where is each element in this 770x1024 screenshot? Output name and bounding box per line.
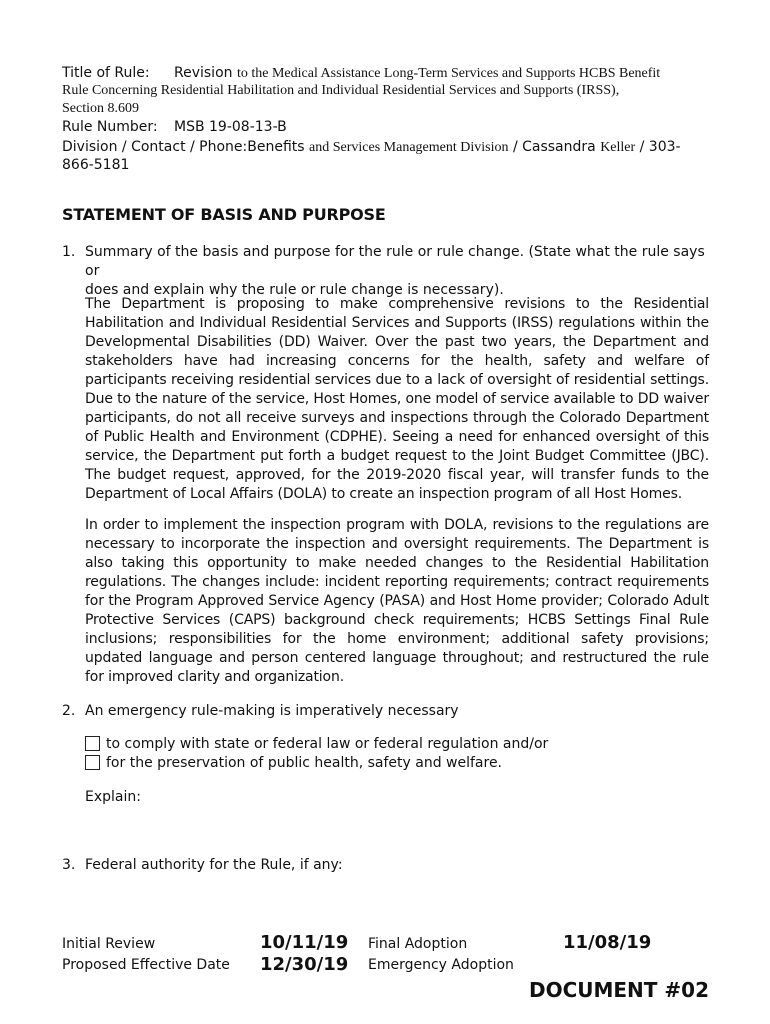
item-2-number: 2.	[62, 703, 76, 719]
item-1-number: 1.	[62, 244, 76, 260]
proposed-effective-date: 12/30/19	[260, 954, 349, 975]
rule-number-value: MSB 19-08-13-B	[174, 119, 287, 135]
item-2	[62, 702, 710, 721]
paragraph-1: The Department is proposing to make comprehensive revisions to the Residential Habilitation and Individual Residential Services and Supports (IRSS) regulations within the Developmental Disabilities (DD) Waiver. Over the past two years, the Department and stakeholders have had increasing concerns for the health, safety and welfare of participants receiving residential services due to a lack of oversight of residential settings. Due to the nature of the service, Host Homes, one model of service available to DD waiver participants, do not all receive surveys and inspections through the Colorado Department of Public Health and Environment (CDPHE). Seeing a need for enhanced oversight of this service, the Department put forth a budget request to the Joint Budget Committee (JBC). The budget request, approved, for the 2019-2020 fiscal year, will transfer funds to the Department of Local Affairs (DOLA) to create an inspection program of all Host Homes.	[85, 296, 709, 502]
contact-first-name: Cassandra	[522, 139, 596, 155]
initial-review-date: 10/11/19	[260, 932, 349, 953]
comply-checkbox-label: to comply with state or federal law or federal regulation and/or	[106, 736, 549, 752]
paragraph-2: In order to implement the inspection program with DOLA, revisions to the regulations are necessary to incorporate the inspection and oversight requirements. The Department is also taking this opportunity to make needed changes to the Residential Habilitation regulations. The changes include: incident reporting requirements; contract requirements for the Program Approved Service Agency (PASA) and Host Home provider; Colorado Adult Protective Services (CAPS) background check requirements; HCBS Settings Final Rule inclusions; responsibilities for the home environment; additional safety provisions; updated language and person centered language throughout; and restructured the rule for improved clarity and organization.	[85, 517, 709, 685]
phone-part2: 866-5181	[62, 157, 130, 173]
preservation-checkbox-label: for the preservation of public health, safety and welfare.	[106, 755, 503, 771]
rule-number	[62, 118, 712, 136]
explain-label: Explain:	[85, 789, 141, 805]
title-of-rule	[62, 64, 712, 83]
proposed-effective-label: Proposed Effective Date	[62, 957, 230, 973]
division-label: Division / Contact / Phone:	[62, 139, 248, 155]
division-first-word: Benefits	[247, 139, 305, 155]
title-line3: Section 8.609	[62, 101, 139, 116]
item-3-text: Federal authority for the Rule, if any:	[85, 857, 343, 873]
statement-title: STATEMENT OF BASIS AND PURPOSE	[62, 205, 386, 224]
final-adoption-label: Final Adoption	[368, 936, 468, 952]
division-contact-phone	[62, 138, 712, 157]
title-rest-line1: to the Medical Assistance Long-Term Services and Supports HCBS Benefit	[236, 66, 661, 81]
item-2-text: An emergency rule-making is imperatively necessary	[85, 703, 459, 719]
title-label: Title of Rule:	[62, 65, 150, 81]
checkbox-row-comply	[85, 735, 548, 754]
contact-last-name: Keller	[600, 140, 636, 155]
document-number: DOCUMENT #02	[528, 978, 709, 1002]
item-1-line1: Summary of the basis and purpose for the rule or rule change. (State what the rule says or	[85, 244, 705, 279]
phone-part1: / 303-	[639, 139, 681, 155]
initial-review-label: Initial Review	[62, 936, 156, 952]
division-rest: and Services Management Division	[309, 140, 509, 155]
item-3-number: 3.	[62, 857, 76, 873]
final-adoption-date: 11/08/19	[563, 932, 652, 953]
emergency-adoption-label: Emergency Adoption	[368, 957, 514, 973]
item-1-line2: does and explain why the rule or rule change is necessary).	[85, 282, 504, 298]
item-1	[62, 243, 710, 300]
title-first-word: Revision	[174, 65, 233, 81]
slash-separator: /	[512, 139, 518, 155]
preservation-checkbox[interactable]	[85, 755, 100, 770]
item-3	[62, 856, 710, 875]
comply-checkbox[interactable]	[85, 736, 100, 751]
checkbox-row-preservation	[85, 754, 502, 773]
title-line2: Rule Concerning Residential Habilitation and Individual Residential Services and Supports (IRSS),	[62, 83, 620, 98]
rule-number-label: Rule Number:	[62, 119, 158, 135]
